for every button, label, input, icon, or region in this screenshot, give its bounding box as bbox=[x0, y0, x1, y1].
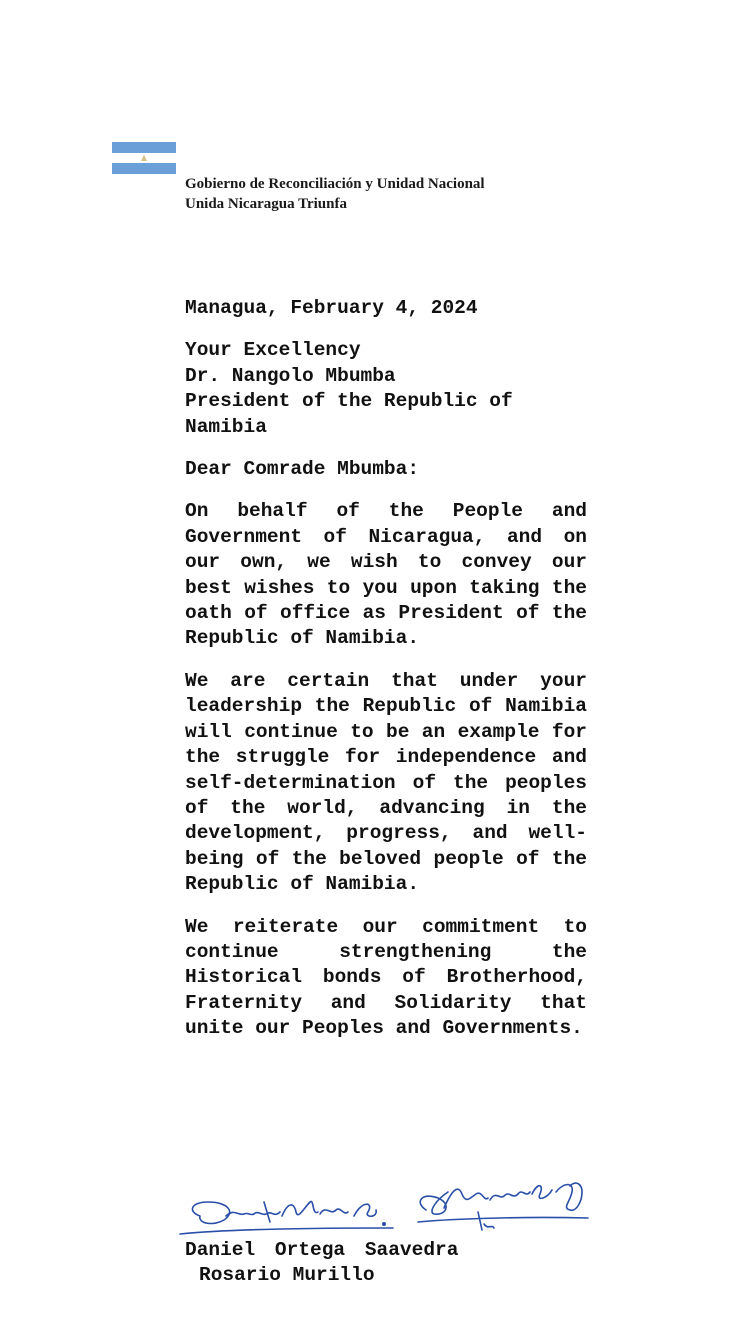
letter-body bbox=[185, 296, 587, 1059]
signer-name-1: Daniel Ortega Saavedra bbox=[185, 1239, 459, 1261]
government-name: Gobierno de Reconciliación y Unidad Nacional bbox=[185, 176, 485, 192]
addressee-line: Your Excellency bbox=[185, 339, 361, 362]
paragraph-2: We are certain that under your leadership the Republic of Namibia will continue to be an example for the struggle for independence and self-determination of the peoples of the world, advancing in the development, progress, and well-being of the beloved people of the Republic of Namibia. bbox=[185, 669, 587, 896]
signatures bbox=[178, 1172, 598, 1244]
signer-name-2: Rosario Murillo bbox=[199, 1264, 375, 1287]
signature-daniel-ortega bbox=[180, 1201, 393, 1234]
signer-names bbox=[185, 1238, 458, 1289]
paragraph-1: On behalf of the People and Government of Nicaragua, and on our own, we wish to convey our best wishes to you upon taking the oath of office as President of the Republic of Namibia. bbox=[185, 500, 587, 650]
government-slogan: Unida Nicaragua Triunfa bbox=[185, 196, 347, 212]
addressee-line: President of the Republic of bbox=[185, 390, 513, 413]
addressee-line: Namibia bbox=[185, 415, 267, 438]
signature-rosario-murillo bbox=[418, 1183, 588, 1230]
addressee-line: Dr. Nangolo Mbumba bbox=[185, 364, 396, 387]
paragraph-3: We reiterate our commitment to continue strengthening the Historical bonds of Brotherhood, Fraternity and Solidarity that unite our Peoples and Governments. bbox=[185, 915, 587, 1040]
letterhead bbox=[185, 174, 485, 214]
salutation: Dear Comrade Mbumba: bbox=[185, 458, 420, 481]
date-line: Managua, February 4, 2024 bbox=[185, 297, 478, 319]
nicaragua-flag-icon bbox=[112, 142, 176, 174]
addressee-block bbox=[185, 338, 587, 440]
